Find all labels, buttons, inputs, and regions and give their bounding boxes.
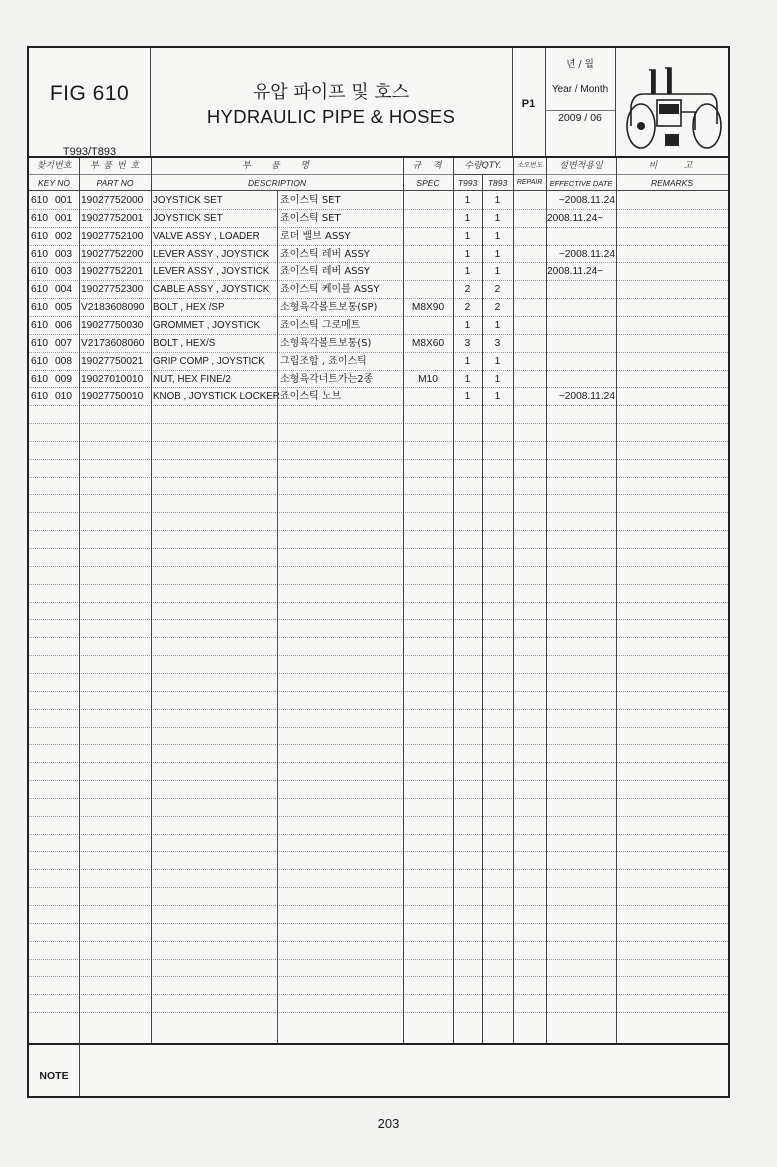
row-separator bbox=[29, 673, 728, 674]
cell-desc-ko: 죠이스틱 케이블 ASSY bbox=[280, 284, 380, 296]
cell-desc-en: BOLT , HEX /SP bbox=[153, 302, 225, 314]
cell-desc-ko: 죠이스틱 그로메트 bbox=[280, 319, 361, 331]
title-english: HYDRAULIC PIPE & HOSES bbox=[206, 106, 456, 127]
cell-fig: 610 bbox=[31, 284, 48, 296]
remarks-header-ko: 비 고 bbox=[648, 161, 696, 171]
cell-desc-ko: 죠이스틱 SET bbox=[280, 195, 341, 206]
cell-part: V2173608060 bbox=[81, 337, 145, 349]
row-separator bbox=[29, 1012, 728, 1013]
year-month-cell bbox=[545, 56, 615, 124]
cell-eff: 2008.11.24~ bbox=[547, 212, 604, 224]
note-label-cell bbox=[29, 1064, 79, 1083]
cell-desc-en: JOYSTICK SET bbox=[153, 195, 223, 206]
cell-spec: M10 bbox=[418, 373, 438, 385]
cell-part: 19027752200 bbox=[81, 248, 144, 260]
cell-q2: 1 bbox=[494, 266, 501, 278]
row-separator bbox=[29, 602, 728, 603]
cell-desc-en: CABLE ASSY , JOYSTICK bbox=[153, 284, 270, 296]
cell-q1: 1 bbox=[464, 391, 471, 403]
repair-header-ko: 소모번도 bbox=[516, 161, 543, 169]
cell-q2: 1 bbox=[494, 319, 501, 331]
year-month-en: Year / Month bbox=[551, 84, 609, 95]
cell-key: 004 bbox=[55, 284, 72, 296]
cell-q2: 1 bbox=[494, 355, 501, 367]
cell-desc-en: VALVE ASSY , LOADER bbox=[153, 230, 260, 242]
qty-header-ko: 수량QTY. bbox=[464, 161, 502, 171]
table-row bbox=[29, 352, 728, 370]
table-row bbox=[29, 334, 728, 352]
cell-part: 19027752001 bbox=[81, 212, 144, 224]
row-separator bbox=[29, 655, 728, 656]
cell-desc-ko: 소형육각너트가는2종 bbox=[280, 373, 374, 385]
row-separator bbox=[29, 459, 728, 460]
table-row bbox=[29, 298, 728, 316]
cell-part: 19027750021 bbox=[81, 355, 144, 367]
cell-key: 003 bbox=[55, 248, 72, 260]
cell-q2: 3 bbox=[494, 337, 501, 349]
row-separator bbox=[29, 637, 728, 638]
desc-header-en: DESCRIPTION bbox=[247, 178, 307, 188]
cell-desc-en: NUT, HEX FINE/2 bbox=[153, 373, 231, 385]
cell-desc-en: GRIP COMP , JOYSTICK bbox=[153, 355, 265, 367]
spec-header-en: SPEC bbox=[416, 178, 440, 188]
spec-header-ko: 규 격 bbox=[412, 161, 444, 171]
row-separator bbox=[29, 923, 728, 924]
row-separator bbox=[29, 798, 728, 799]
table-row bbox=[29, 387, 728, 405]
cell-q1: 1 bbox=[464, 373, 471, 385]
cell-q2: 1 bbox=[494, 373, 501, 385]
table-row bbox=[29, 191, 728, 209]
cell-part: 19027752000 bbox=[81, 195, 144, 206]
cell-fig: 610 bbox=[31, 391, 48, 403]
title-korean: 유압 파이프 및 호스 bbox=[252, 82, 410, 103]
row-separator bbox=[29, 905, 728, 906]
qty-header-t993: T993 bbox=[457, 178, 478, 188]
cell-key: 007 bbox=[55, 337, 72, 349]
part-header-ko: 부 품 번 호 bbox=[89, 161, 141, 171]
row-separator bbox=[29, 494, 728, 495]
cell-q1: 2 bbox=[464, 284, 471, 296]
cell-fig: 610 bbox=[31, 319, 48, 331]
tractor-illustration bbox=[619, 54, 725, 154]
cell-spec: M8X60 bbox=[411, 337, 445, 349]
cell-desc-ko: 소형육각볼트보통(SP) bbox=[280, 302, 378, 314]
table-row bbox=[29, 316, 728, 334]
cell-desc-en: GROMMET , JOYSTICK bbox=[153, 319, 261, 331]
row-separator bbox=[29, 548, 728, 549]
cell-desc-ko: 죠이스틱 SET bbox=[280, 212, 341, 224]
cell-spec: M8X90 bbox=[411, 302, 445, 314]
cell-part: V2183608090 bbox=[81, 302, 145, 314]
table-row bbox=[29, 370, 728, 388]
cell-key: 006 bbox=[55, 319, 72, 331]
desc-header-ko: 부 품 명 bbox=[241, 161, 313, 171]
year-month-ko: 년 / 월 bbox=[566, 59, 594, 70]
fig-number bbox=[29, 82, 150, 106]
cell-q1: 1 bbox=[464, 195, 471, 206]
table-row bbox=[29, 209, 728, 227]
cell-q2: 1 bbox=[494, 248, 501, 260]
cell-desc-en: LEVER ASSY , JOYSTICK bbox=[153, 248, 270, 260]
eff-header-en: EFFECTIVE DATE bbox=[549, 179, 613, 188]
row-separator bbox=[29, 512, 728, 513]
key-header-en: KEY NO bbox=[38, 178, 70, 188]
row-separator bbox=[29, 441, 728, 442]
cell-key: 001 bbox=[55, 212, 72, 224]
row-separator bbox=[29, 727, 728, 728]
cell-fig: 610 bbox=[31, 302, 48, 314]
remarks-header-en: REMARKS bbox=[650, 178, 694, 188]
cell-q1: 1 bbox=[464, 266, 471, 278]
cell-desc-ko: 죠이스틱 레버 ASSY bbox=[280, 248, 370, 260]
cell-key: 002 bbox=[55, 230, 72, 242]
table-row bbox=[29, 227, 728, 245]
row-separator bbox=[29, 405, 728, 406]
cell-fig: 610 bbox=[31, 212, 48, 224]
cell-fig: 610 bbox=[31, 373, 48, 385]
cell-desc-en: LEVER ASSY , JOYSTICK bbox=[153, 266, 270, 278]
row-separator bbox=[29, 477, 728, 478]
row-separator bbox=[29, 976, 728, 977]
row-separator bbox=[29, 780, 728, 781]
cell-eff: 2008.11.24~ bbox=[547, 266, 604, 278]
cell-desc-en: JOYSTICK SET bbox=[153, 212, 223, 224]
parts-list-sheet bbox=[27, 46, 730, 1098]
row-separator bbox=[29, 530, 728, 531]
cell-desc-en: KNOB , JOYSTICK LOCKER bbox=[153, 391, 280, 403]
cell-fig: 610 bbox=[31, 195, 48, 206]
table-row bbox=[29, 280, 728, 298]
cell-fig: 610 bbox=[31, 355, 48, 367]
repair-header-en: REPAIR bbox=[516, 179, 543, 186]
cell-part: 19027752300 bbox=[81, 284, 144, 296]
cell-part: 19027750010 bbox=[81, 391, 144, 403]
cell-desc-ko: 로더 밸브 ASSY bbox=[280, 230, 351, 242]
part-header-en: PART NO bbox=[96, 178, 134, 188]
row-separator bbox=[29, 566, 728, 567]
cell-q1: 1 bbox=[464, 248, 471, 260]
page-code: P1 bbox=[521, 98, 536, 110]
model-label: T993/T893 bbox=[62, 146, 117, 158]
note-label: NOTE bbox=[39, 1070, 69, 1082]
cell-q2: 1 bbox=[494, 195, 501, 206]
cell-key: 005 bbox=[55, 302, 72, 314]
cell-part: 19027752201 bbox=[81, 266, 144, 278]
cell-q1: 1 bbox=[464, 230, 471, 242]
cell-key: 001 bbox=[55, 195, 72, 206]
row-separator bbox=[29, 816, 728, 817]
fig-label: FIG 610 bbox=[49, 82, 130, 105]
cell-fig: 610 bbox=[31, 337, 48, 349]
row-separator bbox=[29, 994, 728, 995]
table-row bbox=[29, 245, 728, 263]
cell-q2: 2 bbox=[494, 302, 501, 314]
title-cell bbox=[150, 78, 512, 128]
cell-fig: 610 bbox=[31, 266, 48, 278]
cell-q2: 1 bbox=[494, 391, 501, 403]
cell-q2: 1 bbox=[494, 230, 501, 242]
page-code-cell bbox=[512, 92, 545, 111]
cell-key: 009 bbox=[55, 373, 72, 385]
cell-desc-ko: 그립조합 , 죠이스틱 bbox=[280, 355, 367, 367]
row-separator bbox=[29, 959, 728, 960]
year-month-value: 2009 / 06 bbox=[558, 112, 602, 124]
cell-part: 19027010010 bbox=[81, 373, 144, 385]
cell-q2: 1 bbox=[494, 212, 501, 224]
row-separator bbox=[29, 762, 728, 763]
cell-eff: ~2008.11.24 bbox=[558, 391, 615, 403]
row-separator bbox=[29, 709, 728, 710]
cell-desc-ko: 죠이스틱 레버 ASSY bbox=[280, 266, 370, 278]
cell-eff: ~2008.11.24 bbox=[558, 248, 615, 260]
cell-key: 010 bbox=[55, 391, 72, 403]
cell-q1: 1 bbox=[464, 319, 471, 331]
cell-key: 008 bbox=[55, 355, 72, 367]
row-separator bbox=[29, 584, 728, 585]
cell-q1: 3 bbox=[464, 337, 471, 349]
row-separator bbox=[29, 691, 728, 692]
row-separator bbox=[29, 619, 728, 620]
cell-eff: ~2008.11.24 bbox=[558, 195, 615, 206]
row-separator bbox=[29, 941, 728, 942]
key-header-ko: 찾기번호 bbox=[36, 161, 72, 171]
row-separator bbox=[29, 423, 728, 424]
cell-q2: 2 bbox=[494, 284, 501, 296]
cell-q1: 1 bbox=[464, 212, 471, 224]
row-separator bbox=[29, 744, 728, 745]
table-row bbox=[29, 262, 728, 280]
row-separator bbox=[29, 869, 728, 870]
cell-desc-ko: 죠이스틱 노브 bbox=[280, 391, 342, 403]
cell-desc-ko: 소형육각볼트보통(S) bbox=[280, 337, 372, 349]
cell-q1: 1 bbox=[464, 355, 471, 367]
cell-fig: 610 bbox=[31, 248, 48, 260]
cell-key: 003 bbox=[55, 266, 72, 278]
page-number: 203 bbox=[377, 1116, 400, 1131]
cell-fig: 610 bbox=[31, 230, 48, 242]
cell-desc-en: BOLT , HEX/S bbox=[153, 337, 216, 349]
row-separator bbox=[29, 887, 728, 888]
row-separator bbox=[29, 851, 728, 852]
parts-table bbox=[29, 191, 728, 1043]
cell-part: 19027752100 bbox=[81, 230, 144, 242]
note-area bbox=[80, 1045, 728, 1095]
eff-header-ko: 설변적용일 bbox=[559, 161, 603, 171]
cell-part: 19027750030 bbox=[81, 319, 144, 331]
cell-q1: 2 bbox=[464, 302, 471, 314]
row-separator bbox=[29, 834, 728, 835]
qty-header-t893: T893 bbox=[487, 178, 508, 188]
